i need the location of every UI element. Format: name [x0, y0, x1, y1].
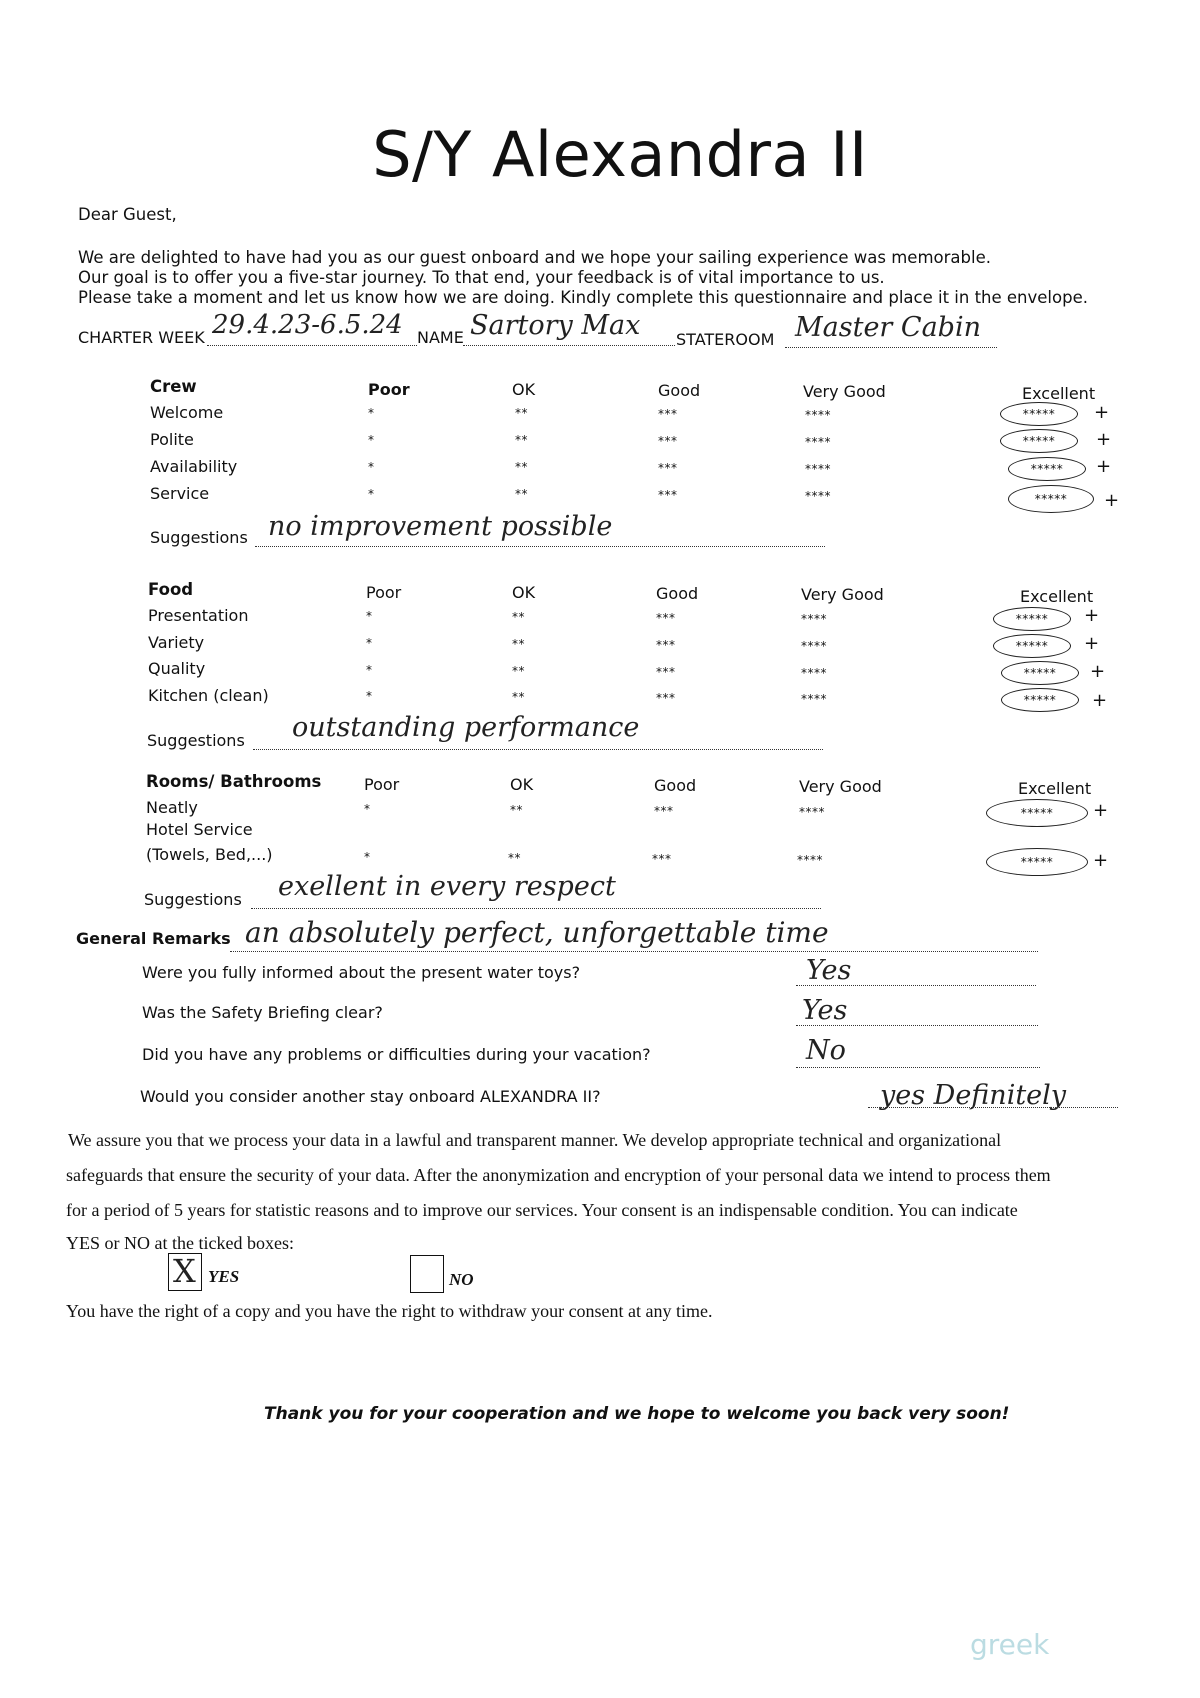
question: Were you fully informed about the present water toys?	[142, 963, 581, 982]
rooms-item: Neatly	[146, 798, 198, 817]
question: Would you consider another stay onboard ALEXANDRA II?	[140, 1087, 601, 1106]
star-good[interactable]: ***	[656, 638, 676, 652]
star-very-good[interactable]: ****	[801, 692, 827, 706]
crew-item: Welcome	[150, 403, 224, 422]
food-item: Variety	[148, 633, 205, 652]
star-very-good[interactable]: ****	[805, 462, 831, 476]
rooms-suggestion[interactable]: exellent in every respect	[278, 871, 616, 902]
star-excellent-selected[interactable]: *****	[1000, 429, 1078, 453]
intro-line: Our goal is to offer you a five-star journey. To that end, your feedback is of vital importance to us.	[78, 268, 885, 287]
star-poor[interactable]: *	[366, 663, 373, 677]
star-good[interactable]: ***	[656, 611, 676, 625]
rooms-item: Hotel Service	[146, 820, 253, 839]
star-excellent-selected[interactable]: *****	[993, 634, 1071, 658]
col-excellent: Excellent	[1020, 587, 1094, 606]
rooms-header: Rooms/ Bathrooms	[146, 772, 322, 791]
star-excellent-selected[interactable]: *****	[993, 607, 1071, 631]
stateroom-label: STATEROOM	[676, 330, 775, 349]
question: Was the Safety Briefing clear?	[142, 1003, 383, 1022]
star-poor[interactable]: *	[368, 460, 375, 474]
col-very-good: Very Good	[801, 585, 884, 604]
rooms-item: (Towels, Bed,...)	[146, 845, 273, 864]
col-poor: Poor	[364, 775, 400, 794]
answer[interactable]: Yes	[802, 995, 848, 1026]
plus-mark: +	[1092, 690, 1108, 711]
star-poor[interactable]: *	[364, 802, 371, 816]
star-ok[interactable]: **	[515, 487, 528, 501]
crew-suggestion[interactable]: no improvement possible	[268, 511, 613, 542]
plus-mark: +	[1084, 605, 1100, 626]
name-label: NAME	[417, 328, 464, 347]
privacy-line: YES or NO at the ticked boxes:	[66, 1233, 294, 1253]
star-good[interactable]: ***	[652, 852, 672, 866]
charter-week-label: CHARTER WEEK	[78, 328, 205, 347]
crew-item: Service	[150, 484, 210, 503]
col-excellent: Excellent	[1022, 384, 1096, 403]
star-poor[interactable]: *	[366, 636, 373, 650]
general-remarks-value[interactable]: an absolutely perfect, unforgettable time	[245, 916, 829, 949]
answer[interactable]: Yes	[806, 955, 852, 986]
col-poor: Poor	[366, 583, 402, 602]
consent-yes-checkbox[interactable]	[168, 1253, 202, 1291]
star-poor[interactable]: *	[366, 609, 373, 623]
suggestions-label: Suggestions	[147, 731, 245, 750]
crew-item: Availability	[150, 457, 238, 476]
star-excellent-selected[interactable]: *****	[986, 848, 1088, 876]
star-poor[interactable]: *	[366, 689, 373, 703]
star-ok[interactable]: **	[512, 690, 525, 704]
star-good[interactable]: ***	[656, 691, 676, 705]
col-ok: OK	[512, 380, 536, 399]
intro-line: We are delighted to have had you as our guest onboard and we hope your sailing experience was memorable.	[78, 248, 991, 267]
plus-mark: +	[1090, 661, 1106, 682]
crew-item: Polite	[150, 430, 194, 449]
suggestions-label: Suggestions	[144, 890, 242, 909]
watermark-logo: greek	[970, 1628, 1050, 1661]
plus-mark: +	[1093, 850, 1109, 871]
star-ok[interactable]: **	[512, 637, 525, 651]
privacy-line: for a period of 5 years for statistic reasons and to improve our services. Your consent is an indispensable condition. You can indicate	[66, 1200, 1018, 1220]
plus-mark: +	[1096, 429, 1112, 450]
plus-mark: +	[1104, 490, 1120, 511]
food-header: Food	[148, 580, 194, 599]
plus-mark: +	[1094, 402, 1110, 423]
star-ok[interactable]: **	[515, 433, 528, 447]
star-excellent-selected[interactable]: *****	[1008, 457, 1086, 481]
col-ok: OK	[512, 583, 536, 602]
star-very-good[interactable]: ****	[801, 612, 827, 626]
star-poor[interactable]: *	[364, 850, 371, 864]
star-poor[interactable]: *	[368, 406, 375, 420]
star-good[interactable]: ***	[658, 407, 678, 421]
star-good[interactable]: ***	[658, 434, 678, 448]
privacy-line: safeguards that ensure the security of your data. After the anonymization and encryption of your personal data we intend to process them	[66, 1165, 1051, 1185]
star-very-good[interactable]: ****	[805, 408, 831, 422]
star-good[interactable]: ***	[654, 804, 674, 818]
star-excellent-selected[interactable]: *****	[1001, 661, 1079, 685]
star-very-good[interactable]: ****	[801, 666, 827, 680]
crew-header: Crew	[150, 377, 197, 396]
checkmark-x-icon: X	[173, 1252, 196, 1290]
food-suggestion[interactable]: outstanding performance	[292, 712, 640, 743]
greeting: Dear Guest,	[78, 205, 177, 224]
star-ok[interactable]: **	[510, 803, 523, 817]
charter-week-value[interactable]: 29.4.23-6.5.24	[212, 310, 403, 340]
page-title: S/Y Alexandra II	[372, 118, 868, 191]
col-ok: OK	[510, 775, 534, 794]
col-good: Good	[658, 381, 701, 400]
col-excellent: Excellent	[1018, 779, 1092, 798]
name-value[interactable]: Sartory Max	[470, 310, 641, 341]
rights-line: You have the right of a copy and you have the right to withdraw your consent at any time.	[66, 1301, 713, 1321]
question: Did you have any problems or difficulties during your vacation?	[142, 1045, 651, 1064]
star-poor[interactable]: *	[368, 433, 375, 447]
star-ok[interactable]: **	[515, 460, 528, 474]
consent-no-checkbox[interactable]	[410, 1255, 444, 1293]
plus-mark: +	[1084, 633, 1100, 654]
star-ok[interactable]: **	[508, 851, 521, 865]
col-good: Good	[656, 584, 699, 603]
star-good[interactable]: ***	[656, 665, 676, 679]
star-very-good[interactable]: ****	[801, 639, 827, 653]
star-excellent-selected[interactable]: *****	[1008, 485, 1094, 513]
star-good[interactable]: ***	[658, 461, 678, 475]
thank-you-note: Thank you for your cooperation and we hope to welcome you back very soon!	[264, 1404, 1010, 1424]
col-very-good: Very Good	[799, 777, 882, 796]
col-very-good: Very Good	[803, 382, 886, 401]
answer[interactable]: No	[806, 1035, 846, 1066]
star-excellent-selected[interactable]: *****	[986, 799, 1088, 827]
plus-mark: +	[1096, 456, 1112, 477]
stateroom-value[interactable]: Master Cabin	[795, 312, 981, 343]
star-good[interactable]: ***	[658, 488, 678, 502]
star-excellent-selected[interactable]: *****	[1001, 688, 1079, 712]
star-very-good[interactable]: ****	[805, 489, 831, 503]
consent-no-label: NO	[449, 1270, 474, 1289]
star-ok[interactable]: **	[512, 664, 525, 678]
star-very-good[interactable]: ****	[805, 435, 831, 449]
consent-yes-label: YES	[208, 1267, 240, 1286]
food-item: Kitchen (clean)	[148, 686, 269, 705]
star-ok[interactable]: **	[512, 610, 525, 624]
food-item: Quality	[148, 659, 206, 678]
star-very-good[interactable]: ****	[797, 853, 823, 867]
suggestions-label: Suggestions	[150, 528, 248, 547]
col-poor: Poor	[368, 380, 410, 399]
plus-mark: +	[1093, 800, 1109, 821]
star-poor[interactable]: *	[368, 487, 375, 501]
food-item: Presentation	[148, 606, 249, 625]
star-ok[interactable]: **	[515, 406, 528, 420]
star-excellent-selected[interactable]: *****	[1000, 402, 1078, 426]
col-good: Good	[654, 776, 697, 795]
star-very-good[interactable]: ****	[799, 805, 825, 819]
privacy-line: We assure you that we process your data in a lawful and transparent manner. We develop appropriate technical and organizational	[68, 1130, 1002, 1150]
answer[interactable]: yes Definitely	[880, 1080, 1067, 1111]
general-remarks-label: General Remarks	[76, 929, 231, 948]
intro-line: Please take a moment and let us know how we are doing. Kindly complete this questionnaire and place it in the envelope.	[78, 288, 1088, 307]
